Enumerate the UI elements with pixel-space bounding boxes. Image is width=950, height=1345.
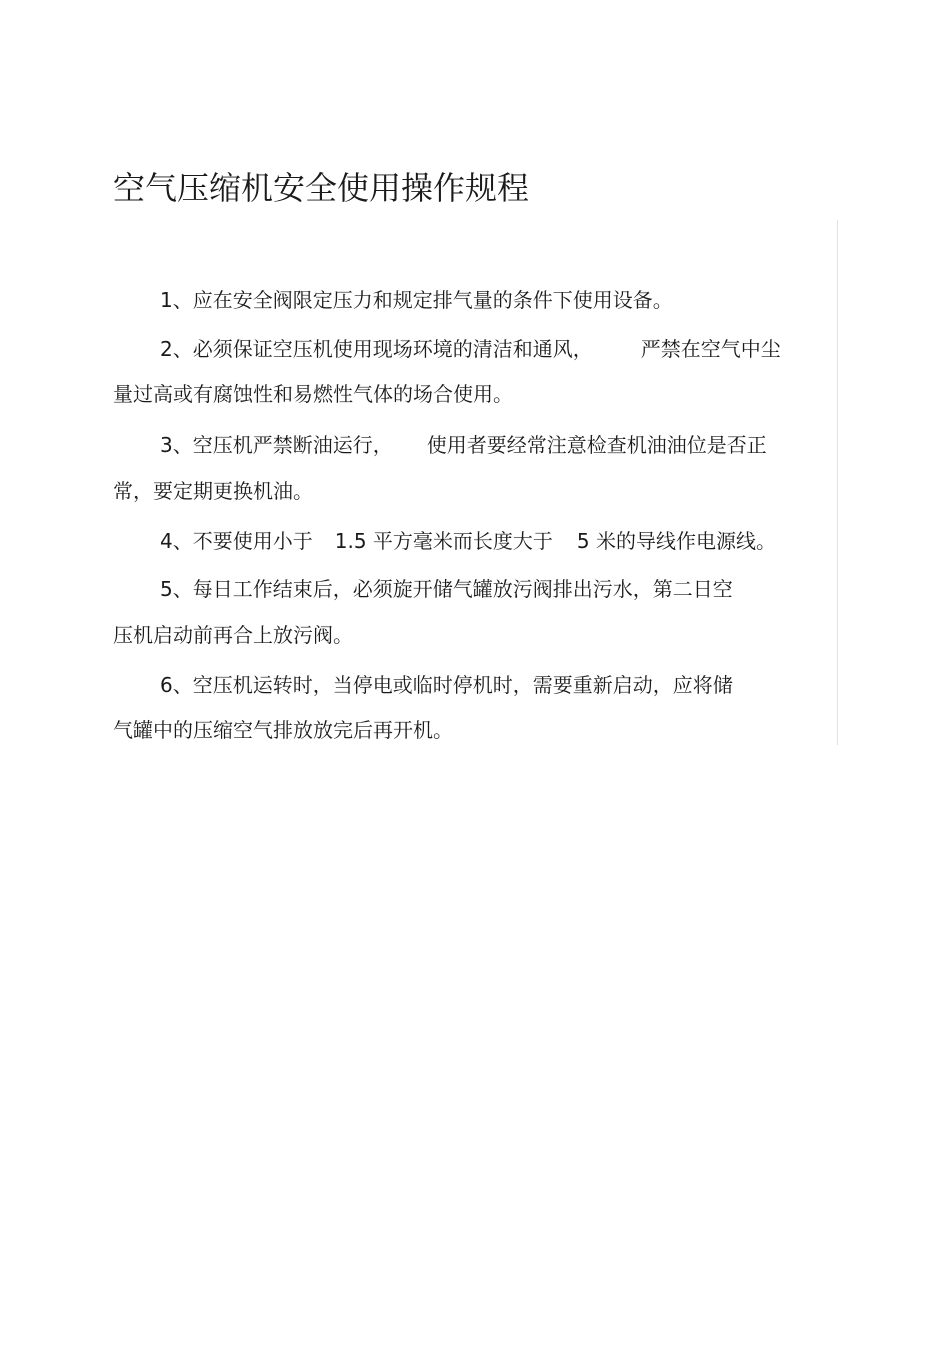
item-2-line-1-part-a: 2、必须保证空压机使用现场环境的清洁和通风， bbox=[160, 337, 593, 361]
item-2-line-1-part-b: 严禁在空气中尘 bbox=[640, 337, 781, 361]
item-6-line-2: 气罐中的压缩空气排放放完后再开机。 bbox=[113, 718, 453, 742]
item-2-line-1 bbox=[160, 336, 781, 362]
item-3-line-1 bbox=[160, 432, 767, 458]
item-4-line-1 bbox=[160, 528, 776, 554]
item-5-line-2: 压机启动前再合上放污阀。 bbox=[113, 623, 353, 647]
item-3-line-2: 常，要定期更换机油。 bbox=[113, 479, 313, 503]
item-3-line-1-part-a: 3、空压机严禁断油运行， bbox=[160, 433, 393, 457]
item-3-line-1-part-b: 使用者要经常注意检查机油油位是否正 bbox=[426, 433, 767, 457]
item-6-line-1: 6、空压机运转时，当停电或临时停机时，需要重新启动，应将储 bbox=[160, 673, 733, 697]
margin-divider bbox=[837, 220, 838, 745]
item-1-line-1: 1、应在安全阀限定压力和规定排气量的条件下使用设备。 bbox=[160, 288, 673, 312]
item-4-part-c: 5 米的导线作电源线。 bbox=[576, 529, 776, 553]
item-5-line-1: 5、每日工作结束后，必须旋开储气罐放污阀排出污水，第二日空 bbox=[160, 577, 733, 601]
item-4-part-a: 4、不要使用小于 bbox=[160, 529, 313, 553]
item-4-part-b: 1.5 平方毫米而长度大于 bbox=[334, 529, 553, 553]
item-2-line-2: 量过高或有腐蚀性和易燃性气体的场合使用。 bbox=[113, 382, 513, 406]
document-title: 空气压缩机安全使用操作规程 bbox=[113, 169, 530, 207]
